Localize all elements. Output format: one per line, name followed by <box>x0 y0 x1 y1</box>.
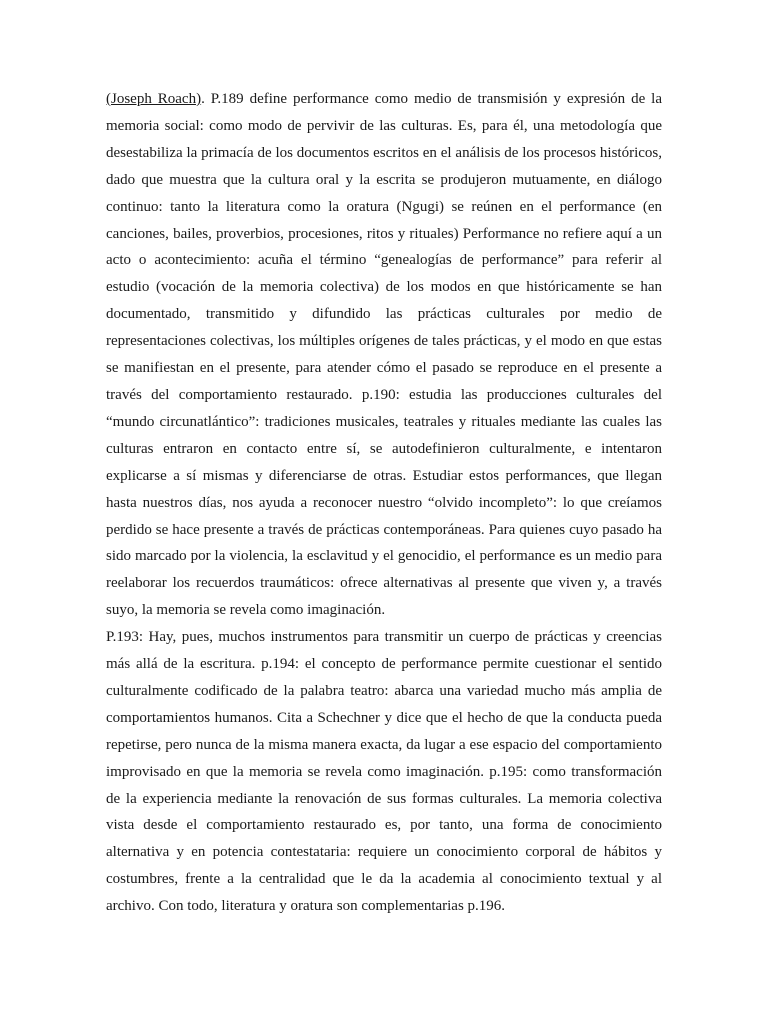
paragraph-1 <box>106 86 662 624</box>
author-reference-link[interactable]: (Joseph Roach) <box>106 91 202 107</box>
paragraph-1-text: . P.189 define performance como medio de transmisión y expresión de la memoria social: como modo de pervivir de las culturas. Es, para él, una metodología que desestabiliza la primacía de los documentos escritos en el análisis de los procesos históricos, dado que muestra que la cultura oral y la escrita se produjeron mutuamente, en diálogo continuo: tanto la literatura como la oratura (Ngugi) se reúnen en el performance (en canciones, bailes, proverbios, procesiones, ritos y rituales) Performance no refiere aquí a un acto o acontecimiento: acuña el término “genealogías de performance” para referir al estudio (vocación de la memoria colectiva) de los modos en que históricamente se han documentado, transmitido y difundido las prácticas culturales por medio de representaciones colectivas, los múltiples orígenes de tales prácticas, y el modo en que estas se manifiestan en el presente, para atender cómo el pasado se reproduce en el presente a través del comportamiento restaurado. p.190: estudia las producciones culturales del “mundo circunatlántico”: tradiciones musicales, teatrales y rituales mediante las cuales las culturas entraron en contacto entre sí, se autodefinieron culturalmente, e intentaron explicarse a sí mismas y diferenciarse de otras. Estudiar estos performances, que llegan hasta nuestros días, nos ayuda a reconocer nuestro “olvido incompleto”: lo que creíamos perdido se hace presente a través de prácticas contemporáneas. Para quienes cuyo pasado ha sido marcado por la violencia, la esclavitud y el genocidio, el performance es un medio para reelaborar los recuerdos traumáticos: ofrece alternativas al presente que viven y, a través suyo, la memoria se revela como imaginación. <box>106 91 662 619</box>
paragraph-2 <box>106 624 662 920</box>
document-body <box>106 86 662 920</box>
paragraph-2-text: P.193: Hay, pues, muchos instrumentos para transmitir un cuerpo de prácticas y creencias más allá de la escritura. p.194: el concepto de performance permite cuestionar el sentido culturalmente codificado de la palabra teatro: abarca una variedad mucho más amplia de comportamientos humanos. Cita a Schechner y dice que el hecho de que la conducta pueda repetirse, pero nunca de la misma manera exacta, da lugar a ese espacio del comportamiento improvisado en que la memoria se revela como imaginación. p.195: como transformación de la experiencia mediante la renovación de sus formas culturales. La memoria colectiva vista desde el comportamiento restaurado es, por tanto, una forma de conocimiento alternativa y en potencia contestataria: requiere un conocimiento corporal de hábitos y costumbres, frente a la centralidad que le da la academia al conocimiento textual y al archivo. Con todo, literatura y oratura son complementarias p.196. <box>106 629 662 915</box>
